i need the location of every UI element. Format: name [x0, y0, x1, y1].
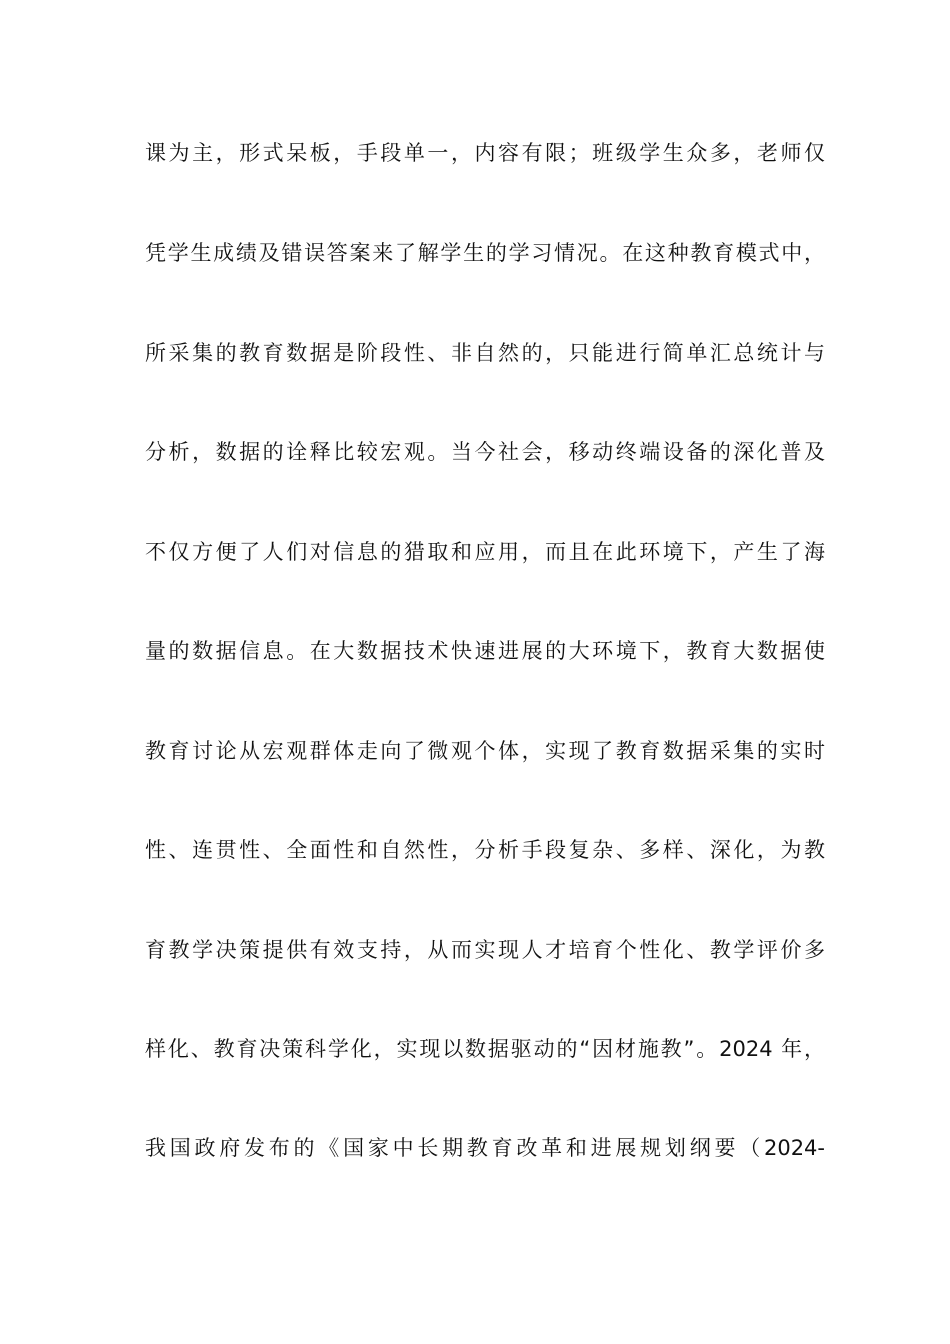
paragraph-line: 量的数据信息。在大数据技术快速进展的大环境下，教育大数据使	[145, 639, 825, 663]
paragraph-line: 教育讨论从宏观群体走向了微观个体，实现了教育数据采集的实时	[145, 739, 825, 763]
paragraph-line: 所采集的教育数据是阶段性、非自然的，只能进行简单汇总统计与	[145, 341, 825, 365]
paragraph-line: 课为主，形式呆板，手段单一，内容有限；班级学生众多，老师仅	[145, 141, 825, 165]
paragraph-line: 性、连贯性、全面性和自然性，分析手段复杂、多样、深化，为教	[145, 838, 825, 862]
paragraph-line: 育教学决策提供有效支持，从而实现人才培育个性化、教学评价多	[145, 938, 825, 962]
paragraph-line: 我国政府发布的《国家中长期教育改革和进展规划纲要（2024-	[145, 1136, 825, 1160]
paragraph-line: 不仅方便了人们对信息的猎取和应用，而且在此环境下，产生了海	[145, 540, 825, 564]
paragraph-line: 凭学生成绩及错误答案来了解学生的学习情况。在这种教育模式中，	[145, 241, 825, 265]
paragraph-line: 样化、教育决策科学化，实现以数据驱动的“因材施教”。2024 年，	[145, 1037, 825, 1061]
paragraph-line: 分析，数据的诠释比较宏观。当今社会，移动终端设备的深化普及	[145, 440, 825, 464]
